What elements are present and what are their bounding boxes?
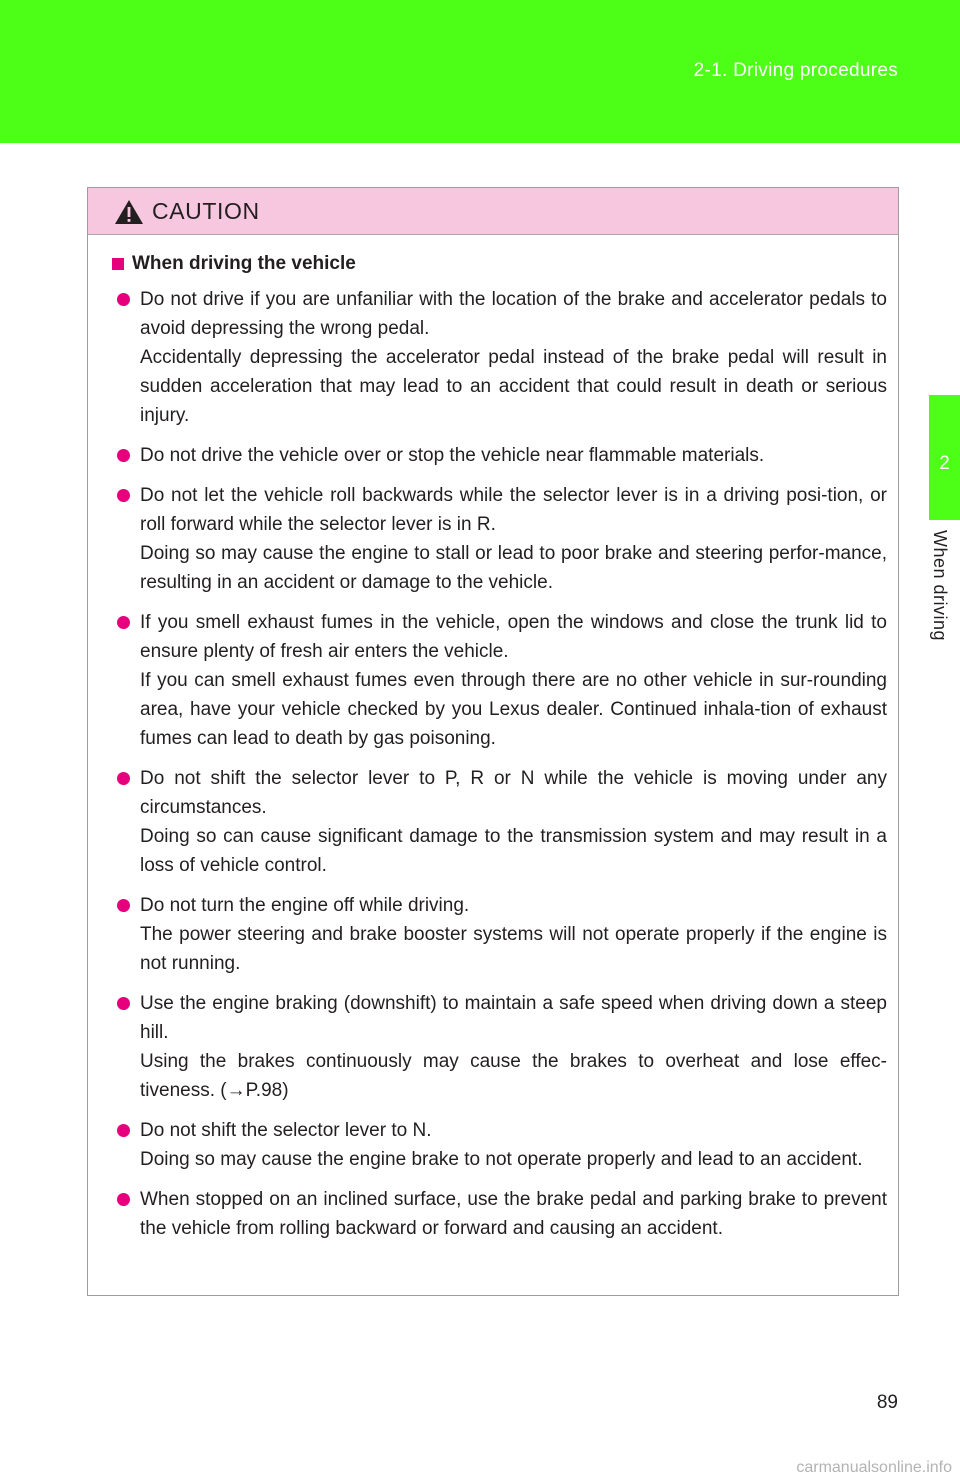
caution-item [112,285,887,430]
caution-item [112,441,887,470]
caution-body [88,235,898,1243]
caution-item-line: Do not shift the selector lever to P, R or N while the vehicle is moving under any circumstances. [140,768,887,818]
bullet-dot-icon [117,449,130,462]
caution-item-text [140,1116,887,1174]
caution-item-line: Doing so may cause the engine brake to not operate properly and lead to an accident. [140,1149,863,1170]
caution-item-line: If you smell exhaust fumes in the vehicle, open the windows and close the trunk lid to ensure plenty of fresh air enters the vehicle. [140,612,887,662]
caution-item [112,608,887,753]
caution-item [112,891,887,978]
caution-item-line: Use the engine braking (downshift) to maintain a safe speed when driving down a steep hill. [140,993,887,1043]
watermark: carmanualsonline.info [796,1459,952,1476]
caution-item-line: When stopped on an inclined surface, use the brake pedal and parking brake to prevent the vehicle from rolling backward or forward and causing an accident. [140,1189,887,1239]
section-title: 2-1. Driving procedures [693,60,898,81]
caution-item-line: Do not drive the vehicle over or stop the vehicle near flammable materials. [140,445,765,466]
caution-item-line: The power steering and brake booster systems will not operate properly if the engine is not running. [140,924,887,974]
caution-item [112,1185,887,1243]
caution-item-line: Do not shift the selector lever to N. [140,1120,432,1141]
caution-item-text [140,608,887,753]
caution-item [112,764,887,880]
caution-item [112,989,887,1105]
caution-header [88,188,898,235]
bullet-dot-icon [117,1193,130,1206]
bullet-dot-icon [117,899,130,912]
caution-item-text [140,481,887,597]
chapter-tab[interactable] [929,395,960,520]
caution-item [112,1116,887,1174]
caution-item-text [140,764,887,880]
bullet-dot-icon [117,489,130,502]
caution-item-line: Do not drive if you are unfaniliar with the location of the brake and accelerator pedals to avoid depressing the wrong pedal. [140,289,887,339]
page-number: 89 [876,1392,898,1413]
bullet-dot-icon [117,616,130,629]
caution-item-line: Using the brakes continuously may cause the brakes to overheat and lose effec-tiveness. (→P.98) [140,1051,887,1101]
square-bullet-icon [112,258,124,270]
caution-item [112,481,887,597]
bullet-dot-icon [117,997,130,1010]
caution-item-line: Doing so may cause the engine to stall or lead to poor brake and steering perfor-mance, resulting in an accident or damage to the vehicle. [140,543,887,593]
caution-item-line: Accidentally depressing the accelerator pedal instead of the brake pedal will result in sudden acceleration that may lead to an accident that could result in death or serious injury. [140,347,887,426]
caution-items-list [112,285,887,1243]
bullet-dot-icon [117,293,130,306]
caution-subheading [112,253,887,275]
bullet-dot-icon [117,1124,130,1137]
caution-item-line: If you can smell exhaust fumes even through there are no other vehicle in sur-rounding area, have your vehicle checked by you Lexus dealer. Continued inhala-tion of exhaust fumes can lead to death by gas poisoning. [140,670,887,749]
caution-label: CAUTION [152,197,260,224]
caution-item-line: Do not let the vehicle roll backwards while the selector lever is in a driving posi-tion, or roll forward while the selector lever is in R. [140,485,887,535]
caution-item-text [140,285,887,430]
chapter-label: When driving [930,530,950,642]
caution-box [87,187,899,1296]
chapter-number: 2 [939,453,950,474]
caution-item-line: Do not turn the engine off while driving. [140,895,470,916]
caution-item-line: Doing so can cause significant damage to the transmission system and may result in a loss of vehicle control. [140,826,887,876]
caution-item-text [140,989,887,1105]
caution-item-text [140,891,887,978]
caution-item-text [140,441,887,470]
caution-item-text [140,1185,887,1243]
bullet-dot-icon [117,772,130,785]
subheading-text: When driving the vehicle [132,253,356,274]
warning-icon [114,199,144,225]
header-band [0,0,960,143]
